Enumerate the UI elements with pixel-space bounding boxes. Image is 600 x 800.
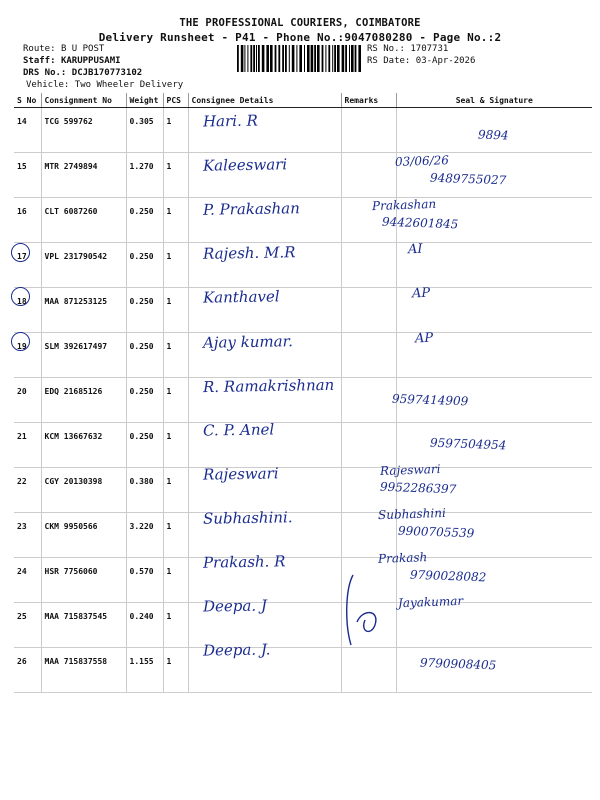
- barcode-bar: [304, 45, 305, 72]
- runsheet-title: THE PROFESSIONAL COURIERS, COIMBATORE: [179, 17, 421, 29]
- table-row: [14, 648, 592, 693]
- cell-consignment: CKM 9950566: [41, 513, 126, 558]
- barcode: [237, 45, 362, 72]
- bracket-scribble: [335, 570, 390, 650]
- barcode-bar: [299, 45, 302, 72]
- table-header-row: [14, 93, 592, 108]
- cell-pcs: 1: [163, 558, 188, 603]
- col-pcs: PCS: [163, 93, 188, 108]
- cell-sno: 21: [14, 423, 41, 468]
- phone-handwriting: 9790028082: [409, 567, 487, 585]
- barcode-bar: [285, 45, 287, 72]
- barcode-bar: [322, 45, 324, 72]
- cell-pcs: 1: [163, 603, 188, 648]
- cell-remarks: [341, 243, 396, 288]
- cell-sno: 22: [14, 468, 41, 513]
- barcode-bar: [355, 45, 357, 72]
- cell-weight: 0.250: [126, 378, 163, 423]
- cell-weight: 0.240: [126, 603, 163, 648]
- cell-pcs: 1: [163, 198, 188, 243]
- signature-handwriting: AP: [411, 286, 431, 302]
- cell-signature: [396, 603, 592, 648]
- barcode-bar: [328, 45, 330, 72]
- rs-date-line: [367, 56, 475, 66]
- phone-handwriting: 9894: [477, 127, 509, 143]
- cell-sno: 23: [14, 513, 41, 558]
- cell-pcs: 1: [163, 468, 188, 513]
- rs-no-label: RS No.:: [367, 44, 405, 54]
- barcode-bar: [325, 45, 326, 72]
- barcode-bar: [332, 45, 333, 72]
- cell-consignment: SLM 392617497: [41, 333, 126, 378]
- table-row: [14, 468, 592, 513]
- cell-weight: 0.250: [126, 198, 163, 243]
- cell-consignment: TCG 599762: [41, 108, 126, 153]
- cell-pcs: 1: [163, 378, 188, 423]
- cell-pcs: 1: [163, 333, 188, 378]
- consignee-handwriting: Kanthavel: [202, 287, 280, 308]
- barcode-bar: [345, 45, 347, 72]
- consignee-handwriting: Deepa. J: [202, 596, 268, 616]
- cell-remarks: [341, 108, 396, 153]
- cell-pcs: 1: [163, 648, 188, 693]
- col-signature: Seal & Signature: [396, 93, 592, 108]
- barcode-bar: [296, 45, 297, 72]
- cell-weight: 1.155: [126, 648, 163, 693]
- cell-pcs: 1: [163, 423, 188, 468]
- phone-handwriting: 9790908405: [419, 655, 497, 673]
- consignee-handwriting: Hari. R: [202, 111, 258, 131]
- barcode-bar: [349, 45, 350, 72]
- cell-consignment: VPL 231790542: [41, 243, 126, 288]
- cell-pcs: 1: [163, 513, 188, 558]
- cell-consignment: MAA 715837545: [41, 603, 126, 648]
- cell-pcs: 1: [163, 243, 188, 288]
- barcode-bar: [342, 45, 345, 72]
- table-row: [14, 288, 592, 333]
- barcode-bar: [282, 45, 284, 72]
- cell-sno: 20: [14, 378, 41, 423]
- table-row: [14, 603, 592, 648]
- vehicle-value: Two Wheeler Delivery: [74, 80, 184, 90]
- cell-consignment: CGY 20130398: [41, 468, 126, 513]
- cell-consignment: CLT 6087260: [41, 198, 126, 243]
- drs-value: DCJB170773102: [71, 68, 143, 78]
- barcode-bar: [262, 45, 265, 72]
- signature-handwriting: Subhashini: [377, 505, 447, 523]
- sno-circle-mark: [11, 332, 30, 351]
- consignee-handwriting: Kaleeswari: [202, 155, 288, 175]
- consignee-handwriting: Prakash. R: [202, 552, 286, 572]
- staff-label: Staff:: [23, 56, 56, 66]
- rs-date-value: 03-Apr-2026: [415, 56, 476, 66]
- consignee-handwriting: R. Ramakrishnan: [202, 375, 335, 396]
- vehicle-label: Vehicle:: [26, 80, 70, 90]
- barcode-bar: [247, 45, 248, 72]
- route-label: Route:: [23, 44, 56, 54]
- barcode-bar: [256, 45, 257, 72]
- cell-remarks: [341, 423, 396, 468]
- cell-pcs: 1: [163, 288, 188, 333]
- cell-remarks: [341, 288, 396, 333]
- staff-value: KARUPPUSAMI: [60, 56, 121, 66]
- barcode-bar: [314, 45, 316, 72]
- phone-handwriting: 9900705539: [397, 523, 475, 541]
- consignee-handwriting: P. Prakashan: [202, 199, 300, 220]
- cell-weight: 0.305: [126, 108, 163, 153]
- drs-line: [23, 68, 142, 78]
- signature-handwriting: 03/06/26: [394, 153, 450, 170]
- barcode-bar: [351, 45, 354, 72]
- barcode-bar: [307, 45, 310, 72]
- barcode-bar: [317, 45, 320, 72]
- consignee-handwriting: C. P. Anel: [202, 420, 275, 440]
- cell-remarks: [341, 333, 396, 378]
- cell-weight: 0.380: [126, 468, 163, 513]
- barcode-bar: [358, 45, 361, 72]
- vehicle-line: [26, 80, 183, 90]
- cell-consignment: MAA 715837558: [41, 648, 126, 693]
- cell-consignment: KCM 13667632: [41, 423, 126, 468]
- rs-date-label: RS Date:: [367, 56, 411, 66]
- cell-sno: 25: [14, 603, 41, 648]
- route-line: [23, 44, 104, 54]
- phone-handwriting: 9597504954: [429, 435, 507, 453]
- barcode-bar: [253, 45, 255, 72]
- barcode-bar: [258, 45, 260, 72]
- phone-handwriting: 9442601845: [381, 214, 459, 232]
- phone-handwriting: 9597414909: [391, 391, 469, 408]
- table-row: [14, 198, 592, 243]
- phone-handwriting: 9952286397: [379, 479, 457, 497]
- cell-pcs: 1: [163, 108, 188, 153]
- barcode-bar: [278, 45, 280, 72]
- signature-handwriting: Prakash: [377, 550, 428, 566]
- col-sno: S No: [14, 93, 41, 108]
- table-row: [14, 243, 592, 288]
- cell-weight: 0.250: [126, 423, 163, 468]
- cell-consignment: MAA 871253125: [41, 288, 126, 333]
- barcode-bar: [244, 45, 245, 72]
- cell-sno: 26: [14, 648, 41, 693]
- consignee-handwriting: Subhashini.: [202, 508, 293, 528]
- consignee-handwriting: Rajeswari: [202, 464, 279, 484]
- cell-sno: 16: [14, 198, 41, 243]
- signature-handwriting: Rajeswari: [379, 461, 441, 478]
- cell-weight: 0.250: [126, 243, 163, 288]
- barcode-bar: [311, 45, 314, 72]
- barcode-bar: [337, 45, 340, 72]
- barcode-bar: [289, 45, 290, 72]
- rs-no-line: [367, 44, 448, 54]
- cell-weight: 0.570: [126, 558, 163, 603]
- cell-signature: [396, 243, 592, 288]
- cell-pcs: 1: [163, 153, 188, 198]
- phone-handwriting: 9489755027: [429, 170, 507, 188]
- signature-handwriting: Jayakumar: [397, 593, 464, 611]
- cell-weight: 0.250: [126, 288, 163, 333]
- barcode-bar: [237, 45, 239, 72]
- barcode-bar: [250, 45, 252, 72]
- route-value: B U POST: [60, 44, 105, 54]
- consignee-handwriting: Rajesh. M.R: [202, 243, 296, 264]
- col-consignment: Consignment No: [41, 93, 126, 108]
- table-row: [14, 333, 592, 378]
- cell-sno: 19: [14, 333, 41, 378]
- table-row: [14, 558, 592, 603]
- staff-line: [23, 56, 121, 66]
- cell-sno: 18: [14, 288, 41, 333]
- runsheet-subtitle: Delivery Runsheet - P41 - Phone No.:9047080280 - Page No.:2: [98, 31, 502, 44]
- barcode-bar: [241, 45, 244, 72]
- signature-handwriting: Prakashan: [371, 197, 437, 214]
- cell-sno: 24: [14, 558, 41, 603]
- cell-consignment: EDQ 21685126: [41, 378, 126, 423]
- col-weight: Weight: [126, 93, 163, 108]
- cell-consignment: HSR 7756060: [41, 558, 126, 603]
- col-remarks: Remarks: [341, 93, 396, 108]
- barcode-bar: [292, 45, 295, 72]
- barcode-bar: [266, 45, 269, 72]
- signature-handwriting: AI: [407, 242, 423, 258]
- cell-sno: 15: [14, 153, 41, 198]
- cell-sno: 14: [14, 108, 41, 153]
- table-row: [14, 513, 592, 558]
- drs-label: DRS No.:: [23, 68, 67, 78]
- signature-handwriting: AP: [414, 330, 434, 346]
- barcode-bar: [334, 45, 336, 72]
- cell-sno: 17: [14, 243, 41, 288]
- cell-remarks: [341, 648, 396, 693]
- cell-remarks: [341, 153, 396, 198]
- cell-weight: 3.220: [126, 513, 163, 558]
- cell-consignment: MTR 2749894: [41, 153, 126, 198]
- consignee-handwriting: Deepa. J.: [202, 640, 271, 660]
- cell-weight: 1.270: [126, 153, 163, 198]
- cell-remarks: [341, 378, 396, 423]
- col-consignee: Consignee Details: [188, 93, 341, 108]
- consignee-handwriting: Ajay kumar.: [202, 331, 294, 352]
- barcode-bar: [270, 45, 273, 72]
- barcode-bar: [275, 45, 277, 72]
- rs-no-value: 1707731: [410, 44, 449, 54]
- cell-weight: 0.250: [126, 333, 163, 378]
